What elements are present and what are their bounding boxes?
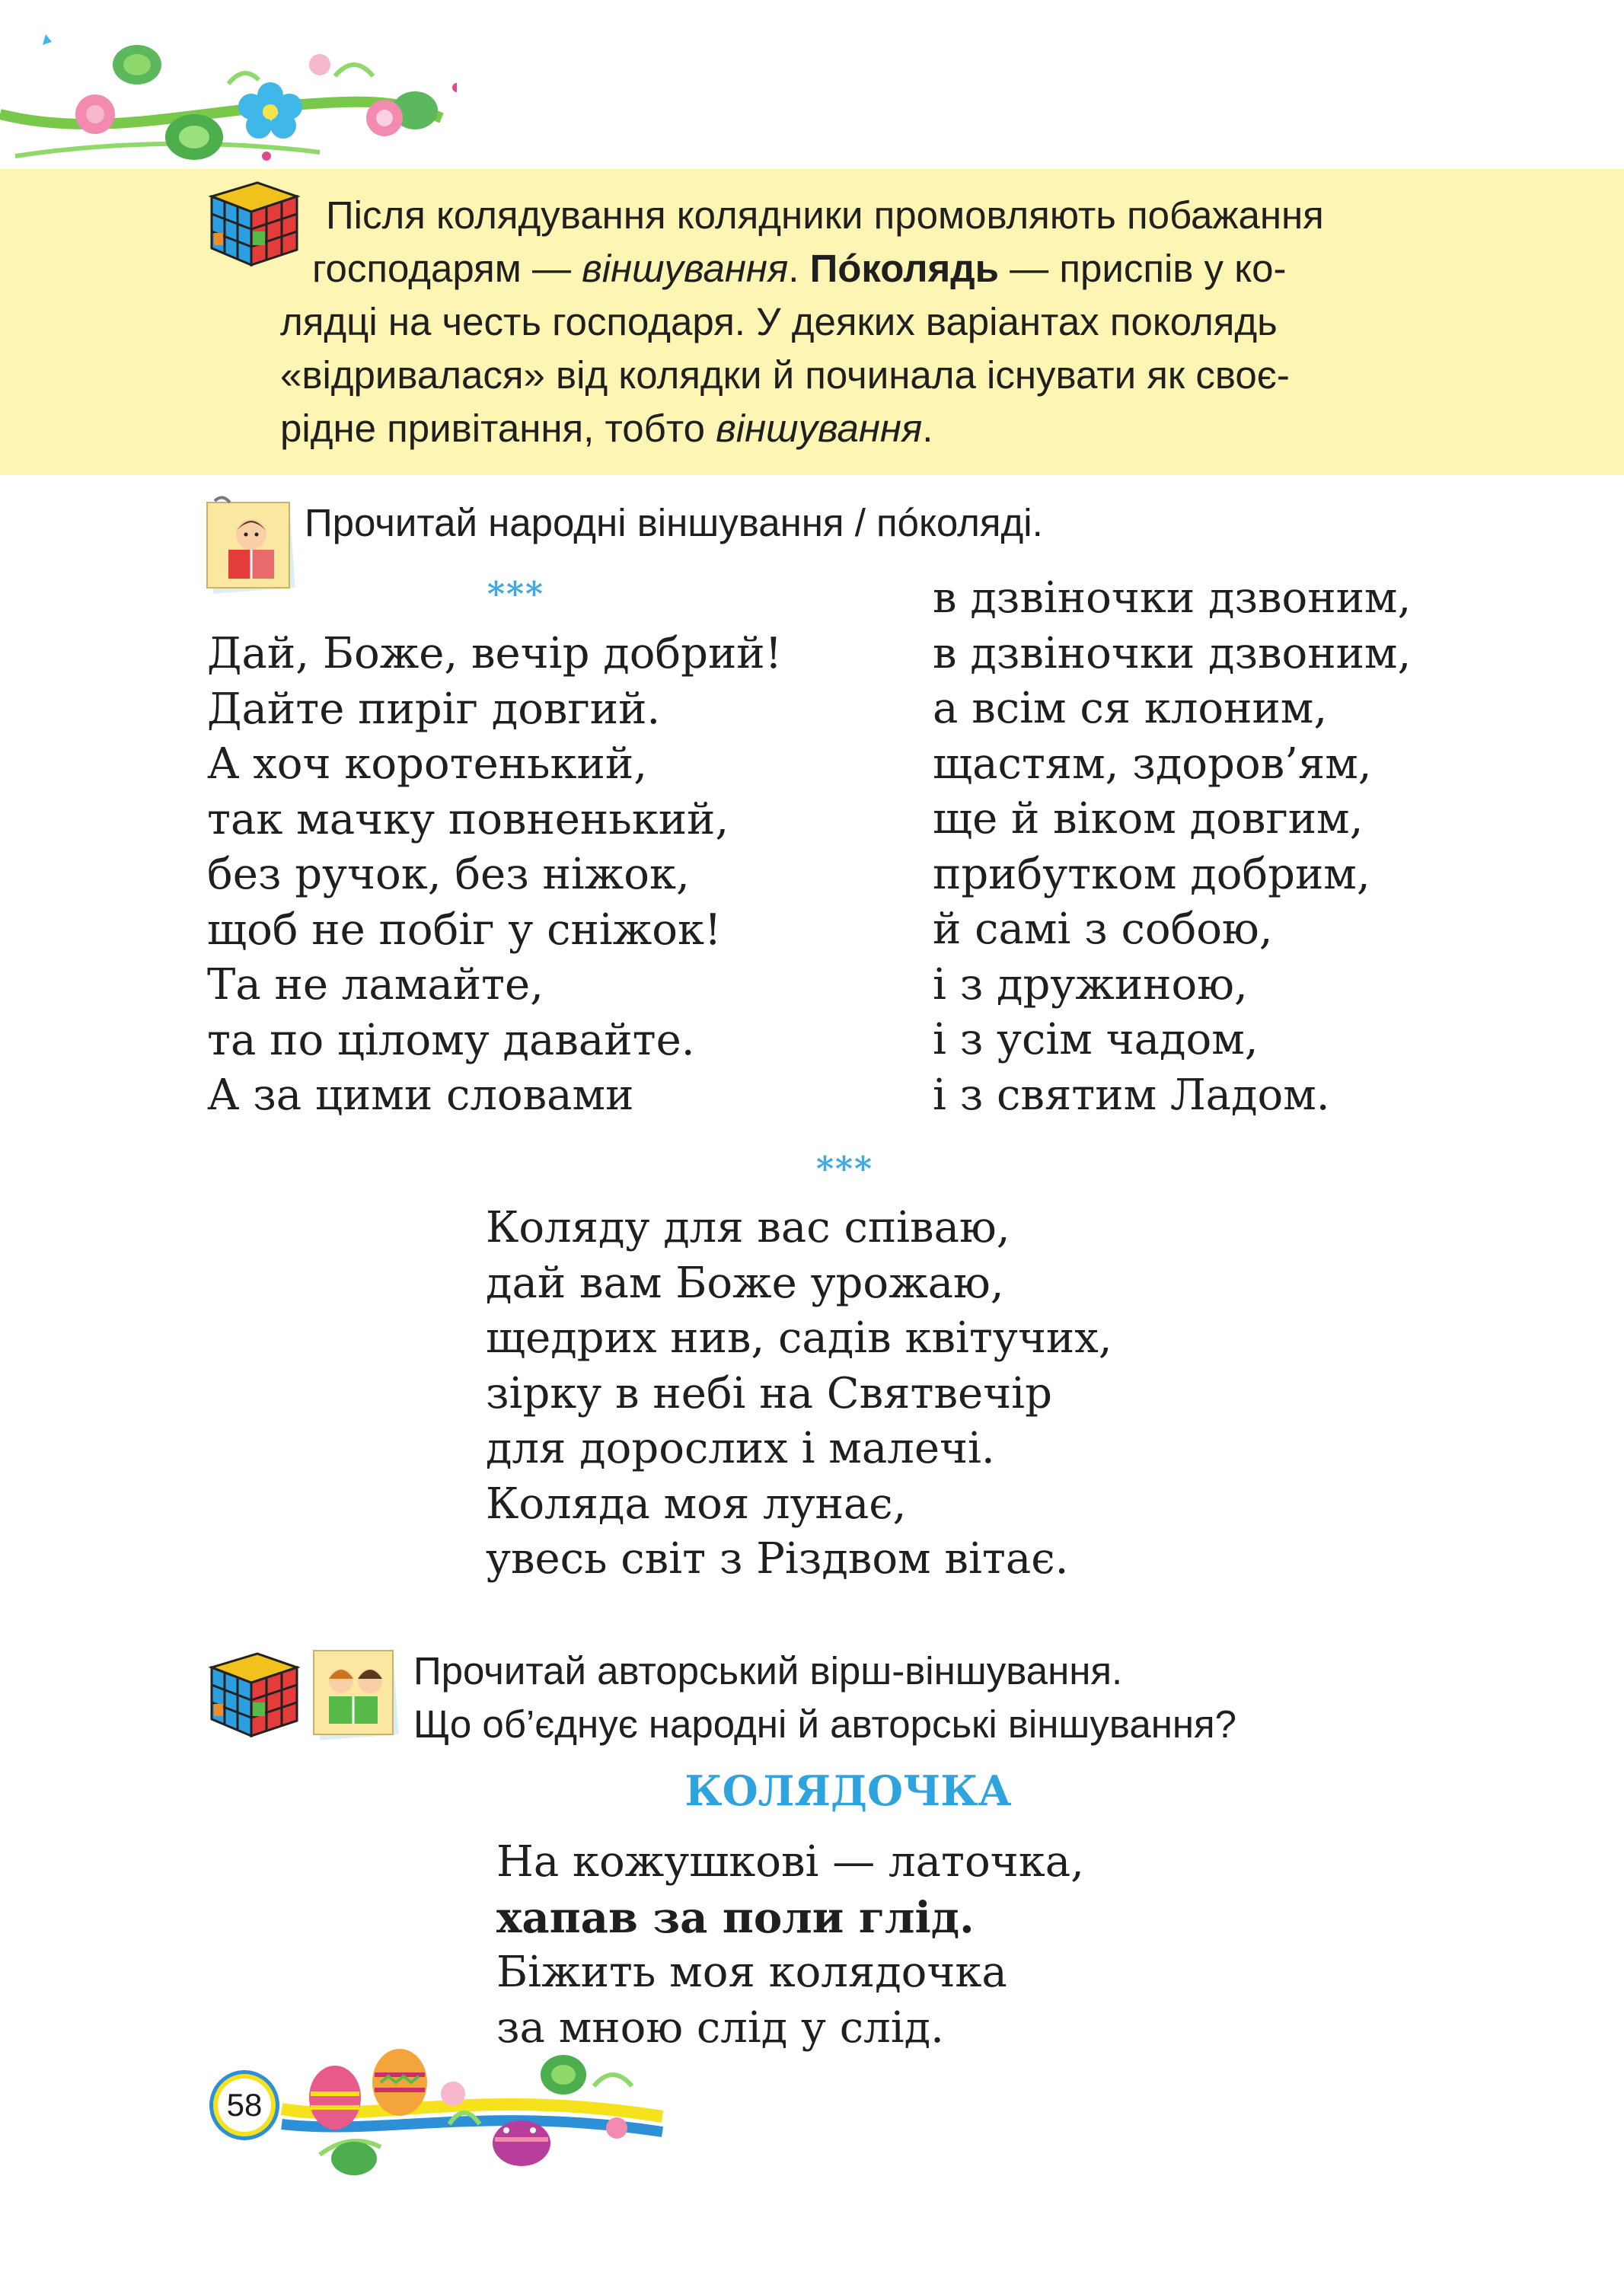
- poem-line: Дайте пиріг довгий.: [207, 684, 661, 734]
- page-number: 58: [218, 2079, 271, 2132]
- poem-line: в дзвіночки дзвоним,: [933, 573, 1412, 623]
- poem-line: в дзвіночки дзвоним,: [933, 628, 1412, 678]
- poem-line: дай вам Боже урожаю,: [486, 1258, 1004, 1308]
- poem-line: без ручок, без ніжок,: [207, 850, 690, 899]
- poem-line: і з святим Ладом.: [933, 1070, 1330, 1120]
- poem-left-column: [207, 627, 782, 1124]
- info-line: «відривалася» від колядки й починала існувати як своє-: [280, 353, 1290, 397]
- poem-title: КОЛЯДОЧКА: [684, 1766, 1012, 1815]
- poem-line: Дай, Боже, вечір добрий!: [207, 629, 783, 678]
- poem-line: Коляда моя лунає,: [486, 1479, 907, 1529]
- poem-line: прибутком добрим,: [933, 849, 1370, 899]
- poem-line: за мною слід у слід.: [496, 2002, 944, 2053]
- reading-children-icon: [311, 1645, 402, 1744]
- poem-line: для дорослих і малечі.: [486, 1424, 995, 1473]
- poem-line: а всім ся клоним,: [933, 684, 1328, 733]
- poem-line: так мачку повненький,: [207, 794, 729, 844]
- poem-line: й самі з собою,: [933, 905, 1273, 954]
- poem-line: і з дружиною,: [933, 959, 1248, 1010]
- poem-line: На кожушкові — латочка,: [496, 1837, 1084, 1887]
- floral-header-decoration: [0, 23, 457, 175]
- poem-line: Та не ламайте,: [207, 960, 544, 1010]
- poem-line: ще й віком довгим,: [933, 794, 1364, 844]
- info-line: лядці на честь господаря. У деяких варіантах поколядь: [280, 300, 1278, 343]
- poem-line: А за цими словами: [207, 1070, 634, 1120]
- info-line: рідне привітання, тобто віншування.: [280, 407, 933, 450]
- task-instruction: Прочитай народні віншування / пóколяді.: [305, 501, 1043, 544]
- page-number-badge: [209, 2070, 279, 2140]
- info-paragraph: [280, 189, 1476, 455]
- info-line: Після колядування колядники промовляють побажання: [326, 193, 1324, 237]
- task-instruction: [413, 1645, 1236, 1751]
- poem-third: [496, 1835, 1084, 2056]
- task-line: Що об’єднує народні й авторські віншування?: [413, 1702, 1237, 1746]
- task-line: Прочитай авторський вірш-віншування.: [413, 1649, 1123, 1693]
- poem-right-column: [933, 571, 1411, 1123]
- poem-second: [486, 1201, 1112, 1587]
- poem-line: Біжить моя колядочка: [496, 1948, 1007, 1997]
- poem-line: зірку в небі на Святвечір: [486, 1368, 1052, 1418]
- poem-line: увесь світ з Різдвом вітає.: [486, 1534, 1069, 1584]
- poem-line: та по цілому давайте.: [207, 1015, 695, 1065]
- rubiks-cube-icon: [204, 1645, 305, 1742]
- poem-line: А хоч коротенький,: [207, 739, 647, 789]
- poem-line: хапав за поли глід.: [496, 1892, 975, 1943]
- poem-line: щастям, здоров’ям,: [933, 739, 1372, 789]
- stars-separator: ***: [487, 575, 545, 614]
- stars-separator: ***: [816, 1150, 874, 1188]
- poem-line: Коляду для вас співаю,: [486, 1203, 1010, 1252]
- easter-eggs-decoration: [274, 2040, 670, 2178]
- info-line: господарям — віншування. Пóколядь — приспів у ко-: [312, 247, 1287, 290]
- reading-child-icon: [204, 495, 299, 598]
- poem-line: щоб не побіг у сніжок!: [207, 905, 722, 955]
- poem-line: і з усім чадом,: [933, 1015, 1259, 1064]
- poem-line: щедрих нив, садів квітучих,: [486, 1313, 1112, 1363]
